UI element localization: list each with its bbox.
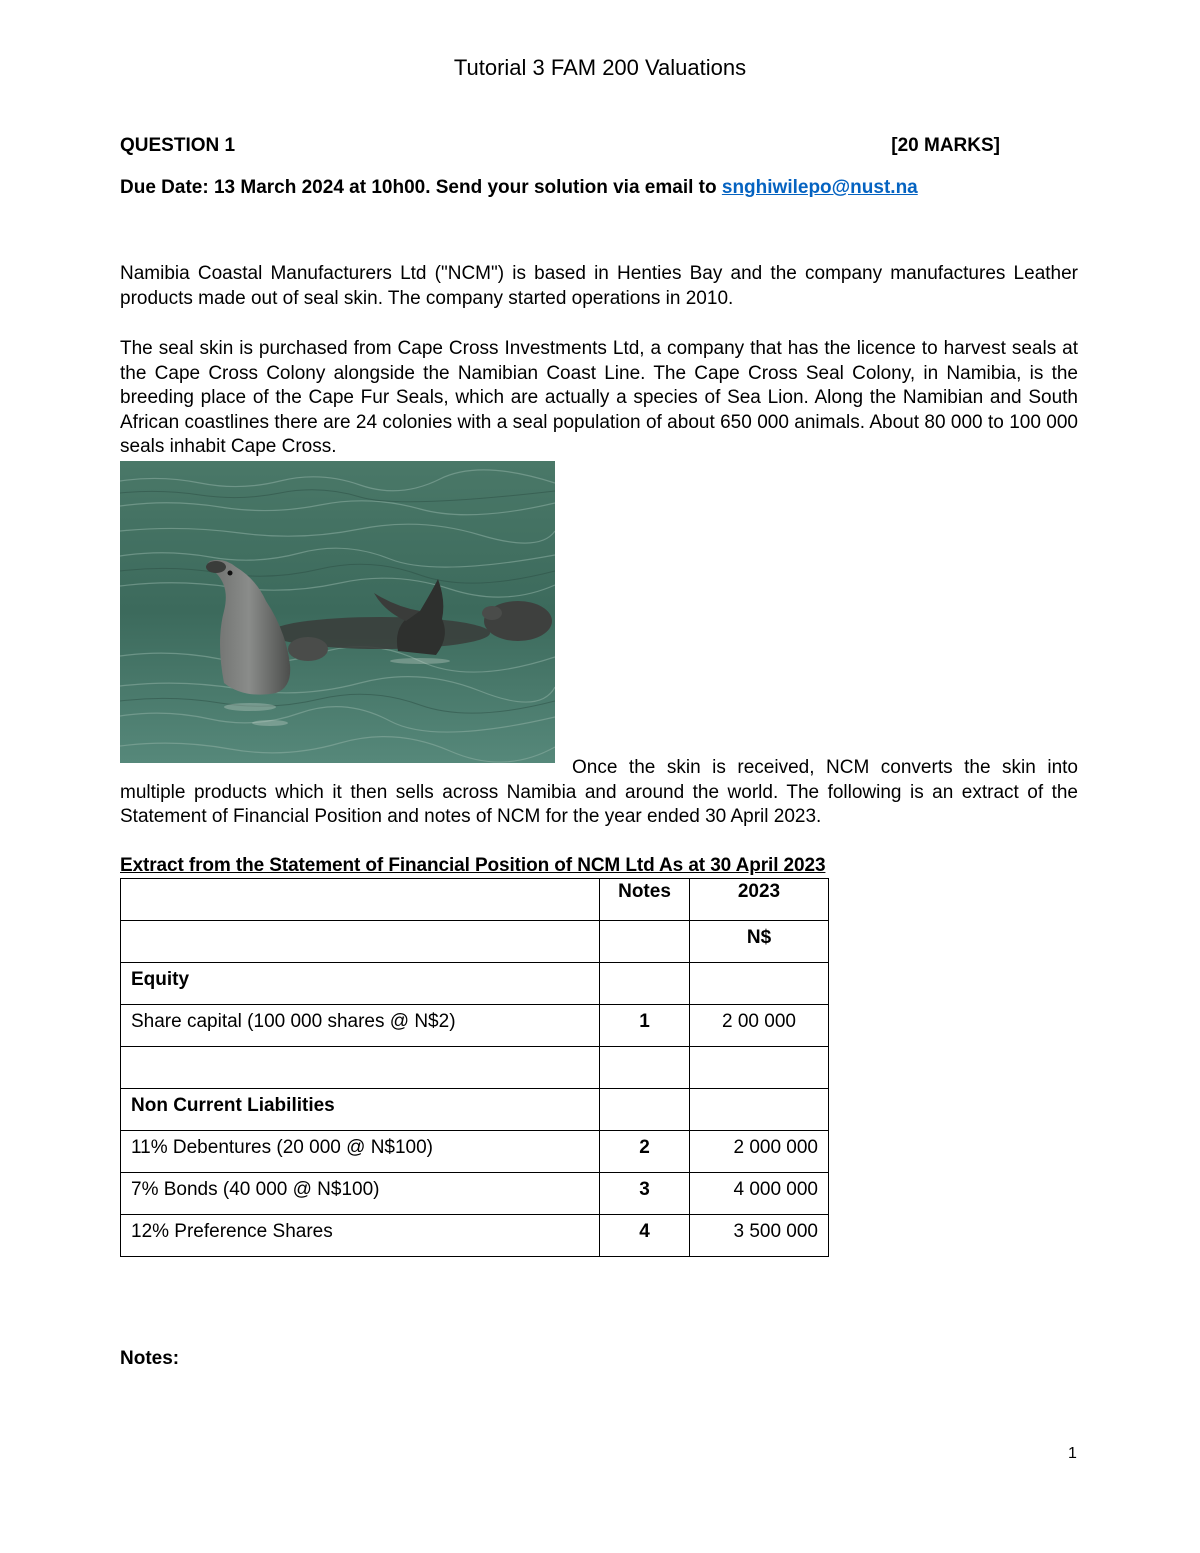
seal-photo	[120, 461, 555, 763]
notes-label: Notes:	[120, 1348, 180, 1369]
row-note: 4	[600, 1215, 690, 1257]
row-note: 3	[600, 1173, 690, 1215]
page-header-title: Tutorial 3 FAM 200 Valuations	[453, 55, 747, 80]
row-note: 2	[600, 1131, 690, 1173]
row-amount: 3 500 000	[690, 1215, 829, 1257]
email-link[interactable]: snghiwilepo@nust.na	[721, 177, 918, 198]
question-heading	[120, 135, 1000, 157]
row-amount	[690, 1047, 829, 1089]
table-row	[121, 1215, 829, 1257]
row-amount: 4 000 000	[690, 1173, 829, 1215]
table-row	[121, 1131, 829, 1173]
currency-row	[121, 921, 829, 963]
due-date-line	[120, 177, 1080, 199]
page-number: 1	[1068, 1445, 1077, 1462]
row-description: Share capital (100 000 shares @ N$2)	[121, 1005, 600, 1047]
row-description: 7% Bonds (40 000 @ N$100)	[121, 1173, 600, 1215]
row-amount: 2 000 000	[690, 1131, 829, 1173]
question-marks: [20 MARKS]	[891, 135, 1000, 156]
row-description: 12% Preference Shares	[121, 1215, 600, 1257]
table-cell	[600, 921, 690, 963]
notes-header: Notes	[600, 879, 690, 921]
row-amount: 2 00 000	[690, 1005, 829, 1047]
row-description: Equity	[121, 963, 600, 1005]
row-note	[600, 1047, 690, 1089]
table-row	[121, 963, 829, 1005]
seal-skin-paragraph: The seal skin is purchased from Cape Cross Investments Ltd, a company that has the licence to harvest seals at the Cape Cross Colony alongside the Namibian Coast Line. The Cape Cross Seal Colony, in Namibia, is the breeding place of the Cape Fur Seals, which are actually a species of Sea Lion. Along the Namibian and South African coastlines there are 24 colonies with a seal population of about 650 000 animals. About 80 000 to 100 000 seals inhabit Cape Cross.	[120, 338, 1078, 457]
intro-paragraph: Namibia Coastal Manufacturers Ltd ("NCM") is based in Henties Bay and the company manufactures Leather products made out of seal skin. The company started operations in 2010.	[120, 263, 1078, 309]
question-label: QUESTION 1	[120, 135, 236, 156]
row-amount	[690, 963, 829, 1005]
row-amount	[690, 1089, 829, 1131]
row-description	[121, 1047, 600, 1089]
table-row	[121, 1173, 829, 1215]
currency-header: N$	[690, 921, 829, 963]
row-note	[600, 1089, 690, 1131]
year-header: 2023	[690, 879, 829, 921]
extract-title: Extract from the Statement of Financial Position of NCM Ltd As at 30 April 2023	[120, 855, 826, 876]
row-note: 1	[600, 1005, 690, 1047]
financial-position-table	[120, 878, 829, 1257]
table-row	[121, 1089, 829, 1131]
row-note	[600, 963, 690, 1005]
products-paragraph: Once the skin is received, NCM converts the skin into multiple products which it then sells across Namibia and around the world. The following is an extract of the Statement of Financial Position and notes of NCM for the year ended 30 April 2023.	[120, 757, 1078, 827]
due-date-text: Due Date: 13 March 2024 at 10h00. Send your solution via email to	[120, 177, 722, 198]
row-description: Non Current Liabilities	[121, 1089, 600, 1131]
table-row	[121, 1047, 829, 1089]
table-header-row	[121, 879, 829, 921]
row-description: 11% Debentures (20 000 @ N$100)	[121, 1131, 600, 1173]
table-cell	[121, 921, 600, 963]
table-row	[121, 1005, 829, 1047]
table-cell	[121, 879, 600, 921]
